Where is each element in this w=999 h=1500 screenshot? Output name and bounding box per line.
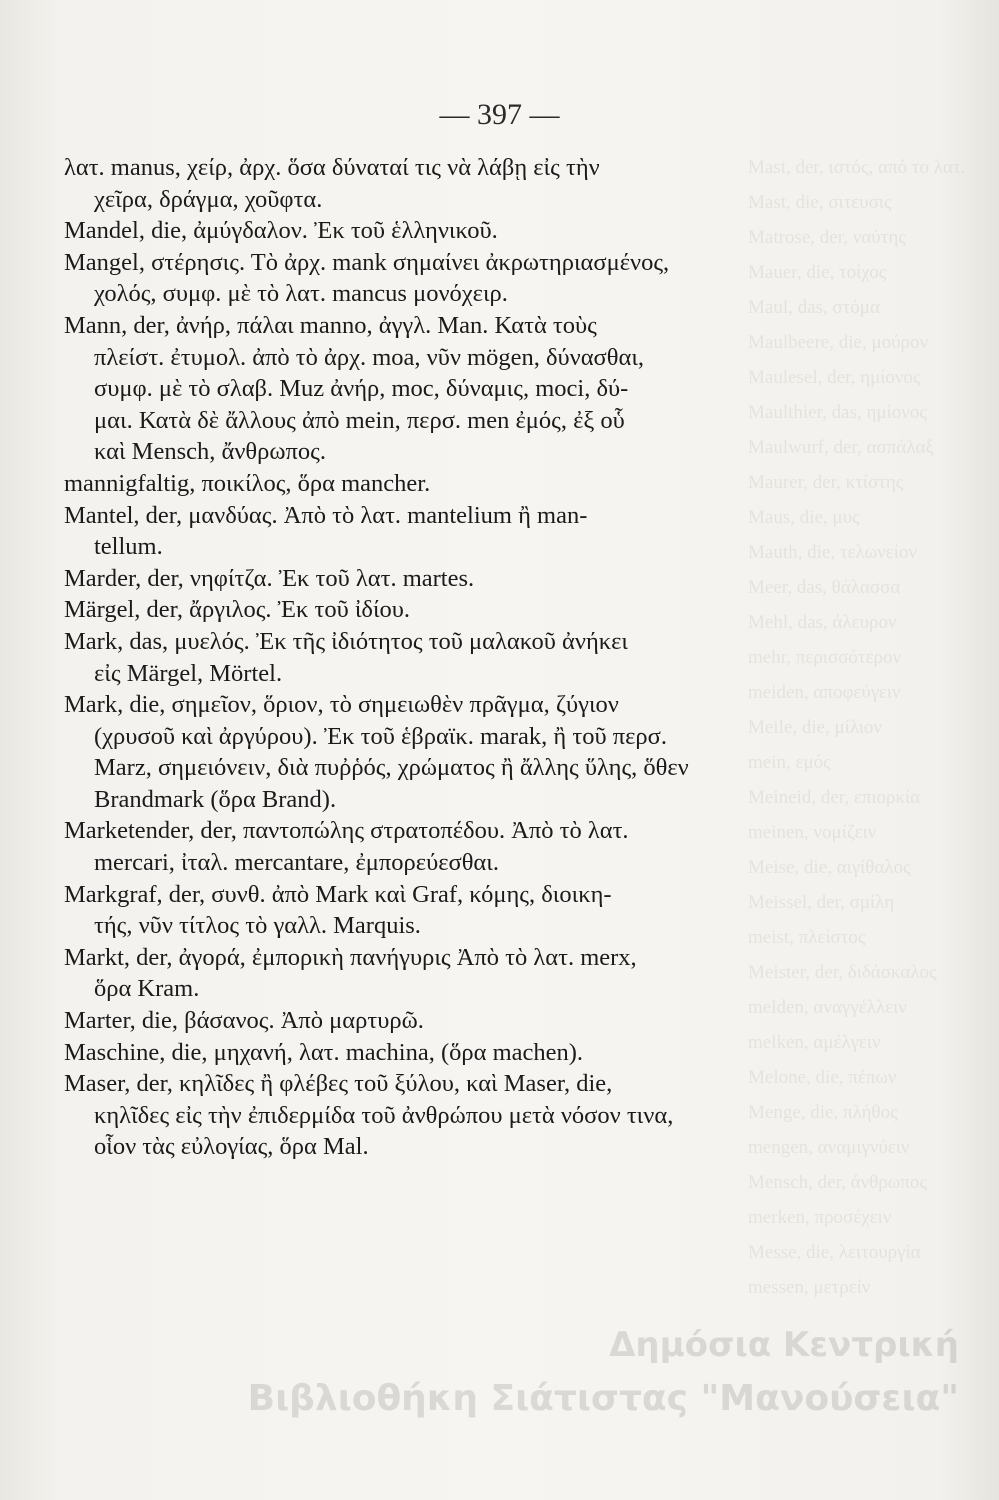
text-line: Marz, σημειόνειν, διὰ πυῤῥός, χρώματος ἢ ἄλλης ὕλης, ὅθεν <box>94 754 689 782</box>
text-line: κηλῖδες εἰς τὴν ἐπιδερμίδα τοῦ ἀνθρώπου μετὰ νόσον τινα, <box>94 1101 674 1129</box>
bleed-through-text: Mast, der, ιστός, από το λατ. Mast, die, σιτευσις Matrose, der, ναύτης Mauer, die, τοίχος Maul, das, στόμα Maulbeere, die, μούρον Maulesel, der, ημίονος Maulthier, das, ημίονος Maulwurf, der, ασπάλαξ Maurer, der, κτίστης Maus, die, μυς Mauth, die, τελωνείον Meer, das, θάλασσα Mehl, das, άλευρον mehr, περισσότερον meiden, αποφεύγειν Meile, die, μίλιον mein, εμός Meineid, der, επιορκία meinen, νομίζειν Meise, die, αιγίθαλος Meissel, der, σμίλη meist, πλείστος Meister, der, διδάσκαλος melden, αναγγέλλειν melken, αμέλγειν Melone, die, πέπων Menge, die, πλήθος mengen, αναμιγνύειν Mensch, der, άνθρωπος merken, προσέχειν Messe, die, λειτουργία messen, μετρείν <box>748 157 966 1298</box>
library-watermark-line1: Δημόσια Κεντρική <box>609 1325 959 1365</box>
dictionary-text <box>64 152 784 1163</box>
text-line: Mark, das, μυελός. Ἐκ τῆς ἰδιότητος τοῦ μαλακοῦ ἀνήκει <box>64 627 629 655</box>
text-line: Mandel, die, ἀμύγδαλον. Ἐκ τοῦ ἑλληνικοῦ. <box>64 217 498 245</box>
text-line: Marketender, der, παντοπώλης στρατοπέδου. Ἀπὸ τὸ λατ. <box>64 817 629 845</box>
text-line: Markt, der, ἀγορά, ἐμπορικὴ πανήγυρις Ἀπὸ τὸ λατ. merx, <box>64 943 637 971</box>
text-line: Mantel, der, μανδύας. Ἀπὸ τὸ λατ. mantelium ἢ man- <box>64 501 588 529</box>
text-line: Mangel, στέρησις. Τὸ ἀρχ. mank σημαίνει ἀκρωτηριασμένος, <box>64 248 670 276</box>
text-line: Marder, der, νηφίτζα. Ἐκ τοῦ λατ. martes. <box>64 564 475 592</box>
text-line: μαι. Κατὰ δὲ ἄλλους ἀπὸ mein, περσ. men ἐμός, ἐξ οὗ <box>94 406 625 434</box>
text-line: συμφ. μὲ τὸ σλαβ. Muz ἀνήρ, moc, δύναμις, moci, δύ- <box>94 375 629 403</box>
text-line: mercari, ἰταλ. mercantare, ἐμπορεύεσθαι. <box>94 849 499 877</box>
text-line: ὅρα Kram. <box>94 975 200 1003</box>
library-watermark-line2: Βιβλιοθήκη Σιάτιστας "Μανούσεια" <box>247 1378 959 1419</box>
text-line: χεῖρα, δράγμα, χοῦφτα. <box>94 185 323 213</box>
text-line: Brandmark (ὅρα Brand). <box>94 785 337 813</box>
text-line: καὶ Mensch, ἄνθρωπος. <box>94 438 326 466</box>
text-line: Maschine, die, μηχανή, λατ. machina, (ὅρα machen). <box>64 1038 584 1066</box>
text-line: εἰς Märgel, Mörtel. <box>94 659 283 687</box>
text-line: Mann, der, ἀνήρ, πάλαι manno, ἀγγλ. Man. Κατὰ τοὺς <box>64 311 597 339</box>
text-line: λατ. manus, χείρ, ἀρχ. ὅσα δύναταί τις νὰ λάβῃ εἰς τὴν <box>64 154 600 181</box>
text-line: mannigfaltig, ποικίλος, ὅρα mancher. <box>64 469 431 497</box>
text-line: Markgraf, der, συνθ. ἀπὸ Mark καὶ Graf, κόμης, διοικη- <box>64 880 612 908</box>
text-line: Marter, die, βάσανος. Ἀπὸ μαρτυρῶ. <box>64 1007 424 1035</box>
text-line: Maser, der, κηλῖδες ἢ φλέβες τοῦ ξύλου, καὶ Maser, die, <box>64 1070 613 1098</box>
text-line: οἷον τὰς εὐλογίας, ὅρα Mal. <box>94 1133 369 1161</box>
text-line: τής, νῦν τίτλος τὸ γαλλ. Marquis. <box>94 912 421 940</box>
text-line: Märgel, der, ἄργιλος. Ἐκ τοῦ ἰδίου. <box>64 596 411 624</box>
text-line: Mark, die, σημεῖον, ὅριον, τὸ σημειωθὲν πρᾶγμα, ζύγιον <box>64 691 619 719</box>
text-line: χολός, συμφ. μὲ τὸ λατ. mancus μονόχειρ. <box>94 280 508 308</box>
text-line: tellum. <box>94 533 163 561</box>
text-line: πλείστ. ἐτυμολ. ἀπὸ τὸ ἀρχ. moa, νῦν mögen, δύνασθαι, <box>94 343 645 371</box>
text-line: (χρυσοῦ καὶ ἀργύρου). Ἐκ τοῦ ἑβραϊκ. marak, ἢ τοῦ περσ. <box>94 722 667 750</box>
page-number: — 397 — <box>439 98 560 131</box>
